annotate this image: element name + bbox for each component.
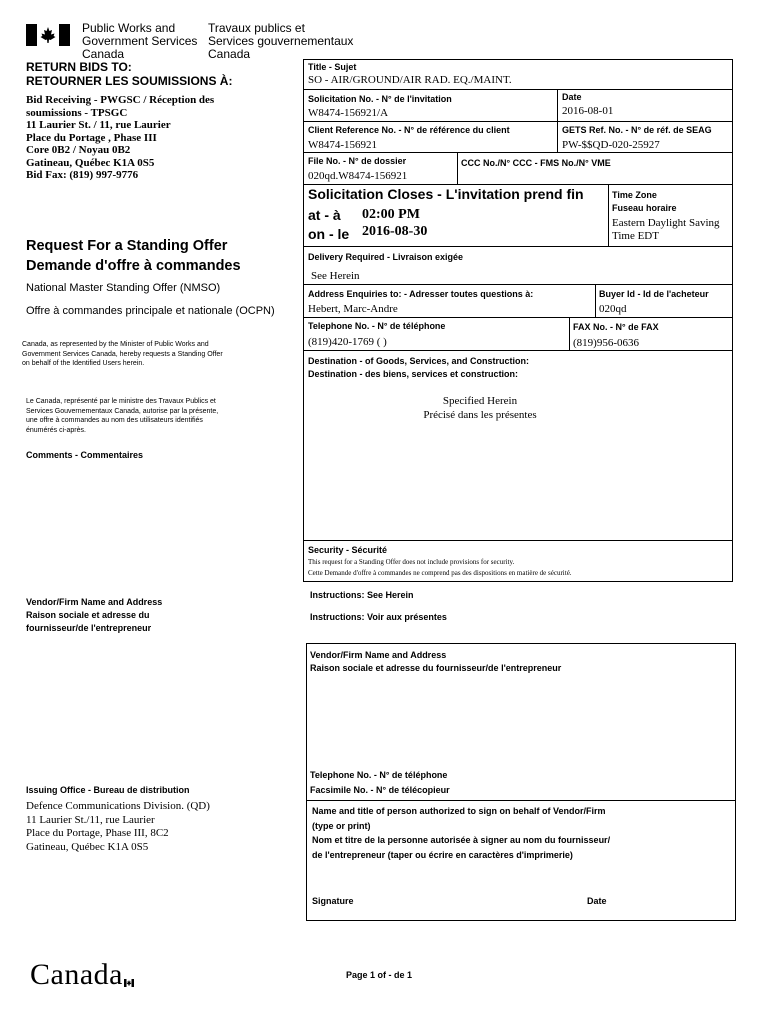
- authorized-person-label-line: (type or print): [312, 820, 371, 831]
- page-number: Page 1 of - de 1: [346, 970, 413, 980]
- department-name-en-line: Canada: [82, 47, 125, 61]
- destination-label: [308, 355, 529, 381]
- closing-time-value: 02:00 PM: [362, 207, 420, 222]
- security-text: [308, 557, 572, 579]
- address-line: Gatineau, Québec K1A 0S5: [26, 840, 149, 853]
- return-bids-title-en: RETURN BIDS TO:: [26, 60, 132, 74]
- authorized-person-label-line: de l'entrepreneur (taper ou écrire en caractères d'imprimerie): [312, 849, 573, 860]
- fax-value: (819)956-0636: [573, 337, 639, 349]
- time-zone-label: [612, 189, 677, 215]
- address-enquiries-label: Address Enquiries to: - Adresser toutes questions à:: [308, 289, 534, 299]
- signature-date-label: Date: [587, 896, 607, 906]
- signature-label: Signature: [312, 896, 354, 906]
- bid-fax: Bid Fax: (819) 997-9776: [26, 169, 139, 181]
- vendor-firm-label: [26, 596, 162, 635]
- address-line: Gatineau, Québec K1A 0S5: [26, 156, 155, 169]
- authorized-person-label: [312, 804, 610, 862]
- address-line: Core 0B2 / Noyau 0B2: [26, 144, 131, 156]
- gets-reference-label: GETS Ref. No. - N° de réf. de SEAG: [562, 125, 712, 135]
- request-title: [26, 236, 241, 276]
- department-name-en-line: Public Works and: [82, 21, 176, 35]
- client-reference-value: W8474-156921: [308, 139, 378, 151]
- issuing-office-address: [26, 800, 210, 854]
- issuing-office-label: Issuing Office - Bureau de distribution: [26, 785, 190, 795]
- instructions-fr: Instructions: Voir aux présentes: [310, 612, 447, 622]
- security-text-en: This request for a Standing Offer does not include provisions for security.: [308, 558, 515, 566]
- department-name-fr-line: Services gouvernementaux: [208, 34, 354, 48]
- gets-reference-value: PW-$$QD-020-25927: [562, 139, 660, 151]
- destination-label-fr: Destination - des biens, services et construction:: [308, 369, 519, 379]
- request-paragraph-fr: [26, 397, 218, 435]
- buyer-id-label: Buyer Id - Id de l'acheteur: [599, 289, 709, 299]
- authorized-person-label-line: Nom et titre de la personne autorisée à signer au nom du fournisseur/: [312, 835, 611, 845]
- return-bids-address: [26, 94, 214, 182]
- delivery-required-value: See Herein: [311, 270, 360, 282]
- return-bids-title: [26, 60, 232, 88]
- request-title-en: Request For a Standing Offer: [26, 238, 228, 254]
- address-line: soumissions - TPSGC: [26, 106, 128, 119]
- closing-date-label: on - le: [308, 226, 350, 242]
- address-line: Place du Portage , Phase III: [26, 131, 157, 144]
- vendor-firm-box: [306, 643, 736, 921]
- solicitation-number-label: Solicitation No. - N° de l'invitation: [308, 94, 452, 104]
- date-value: 2016-08-01: [562, 105, 614, 117]
- address-line: 11 Laurier St. / 11, rue Laurier: [26, 119, 171, 131]
- paragraph-line: Government Services Canada, hereby requests a Standing Offer: [22, 350, 223, 358]
- address-line: Bid Receiving - PWGSC / Réception des: [26, 94, 215, 106]
- canada-flag-icon: [26, 24, 70, 46]
- title-value: SO - AIR/GROUND/AIR RAD. EQ./MAINT.: [308, 74, 512, 86]
- security-text-fr: Cette Demande d'offre à commandes ne comprend pas des dispositions en matière de sécurité.: [308, 569, 572, 577]
- file-number-value: 020qd.W8474-156921: [308, 170, 408, 182]
- telephone-value: (819)420-1769 ( ): [308, 336, 387, 348]
- telephone-label: Telephone No. - N° de téléphone: [308, 321, 446, 331]
- vendor-firm-label-line: Vendor/Firm Name and Address: [26, 597, 163, 607]
- time-zone-value-line: Eastern Daylight Saving: [612, 217, 720, 229]
- solicitation-number-value: W8474-156921/A: [308, 107, 389, 119]
- security-label: Security - Sécurité: [308, 545, 388, 555]
- department-name-fr-line: Canada: [208, 47, 251, 61]
- comments-label: Comments - Commentaires: [26, 450, 144, 460]
- client-reference-label: Client Reference No. - N° de référence du client: [308, 125, 510, 135]
- vendor-firm-label-line: fournisseur/de l'entrepreneur: [26, 623, 152, 633]
- request-title-fr: Demande d'offre à commandes: [26, 258, 241, 274]
- closing-date-value: 2016-08-30: [362, 224, 428, 239]
- date-label: Date: [562, 92, 582, 102]
- title-label: Title - Sujet: [308, 62, 357, 72]
- destination-value-en: Specified Herein: [442, 395, 518, 407]
- time-zone-value-line: Time EDT: [612, 230, 659, 242]
- department-name-en: [82, 22, 197, 61]
- paragraph-line: on behalf of the Identified Users herein.: [22, 360, 145, 367]
- vendor-firm-label-line: Raison sociale et adresse du: [26, 610, 150, 620]
- destination-value-fr: Précisé dans les présentes: [423, 409, 537, 421]
- canada-wordmark-text: Canada: [30, 958, 123, 991]
- department-name-fr: [208, 22, 353, 61]
- time-zone-label-en: Time Zone: [612, 190, 657, 200]
- fax-label: FAX No. - N° de FAX: [573, 322, 659, 332]
- file-number-label: File No. - N° de dossier: [308, 156, 407, 166]
- authorized-person-label-line: Name and title of person authorized to sign on behalf of Vendor/Firm: [312, 806, 606, 816]
- request-paragraph-en: [22, 340, 223, 369]
- time-zone-value: [612, 217, 720, 243]
- ccc-number-label: CCC No./N° CCC - FMS No./N° VME: [461, 158, 611, 168]
- time-zone-label-fr: Fuseau horaire: [612, 203, 677, 213]
- address-line: Place du Portage, Phase III, 8C2: [26, 827, 169, 839]
- paragraph-line: une offre à commandes au nom des utilisateurs identifiés: [26, 417, 203, 424]
- vendor-telephone-label: Telephone No. - N° de téléphone: [310, 770, 448, 780]
- nmso-fr: Offre à commandes principale et nationale (OCPN): [26, 305, 275, 317]
- destination-label-en: Destination - of Goods, Services, and Construction:: [308, 356, 530, 366]
- address-line: 11 Laurier St./11, rue Laurier: [26, 813, 155, 826]
- vendor-facsimile-label: Facsimile No. - N° de télécopieur: [310, 785, 450, 795]
- vendor-box-label-en: Vendor/Firm Name and Address: [310, 650, 447, 660]
- paragraph-line: Le Canada, représenté par le ministre des Travaux Publics et: [26, 398, 216, 405]
- vendor-box-label: [310, 649, 561, 675]
- vendor-box-label-fr: Raison sociale et adresse du fournisseur/de l'entrepreneur: [310, 663, 562, 673]
- buyer-id-value: 020qd: [599, 303, 627, 315]
- department-name-fr-line: Travaux publics et: [208, 21, 305, 35]
- nmso-en: National Master Standing Offer (NMSO): [26, 282, 221, 294]
- return-bids-title-fr: RETOURNER LES SOUMISSIONS À:: [26, 74, 233, 88]
- closing-time-label: at - à: [308, 207, 341, 223]
- canada-wordmark: [30, 958, 123, 992]
- paragraph-line: énumérés ci-après.: [26, 426, 86, 434]
- delivery-required-label: Delivery Required - Livraison exigée: [308, 252, 464, 262]
- solicitation-closes-label: Solicitation Closes - L'invitation prend fin: [308, 186, 584, 202]
- address-enquiries-value: Hebert, Marc-Andre: [308, 303, 398, 315]
- paragraph-line: Canada, as represented by the Minister of Public Works and: [22, 341, 209, 348]
- destination-value: [400, 394, 560, 422]
- department-name-en-line: Government Services: [82, 34, 198, 48]
- address-line: Defence Communications Division. (QD): [26, 800, 210, 812]
- instructions-en: Instructions: See Herein: [310, 590, 414, 600]
- canada-wordmark-flag-icon: [124, 961, 134, 969]
- paragraph-line: Services Gouvernementaux Canada, autorise par la présente,: [26, 407, 219, 415]
